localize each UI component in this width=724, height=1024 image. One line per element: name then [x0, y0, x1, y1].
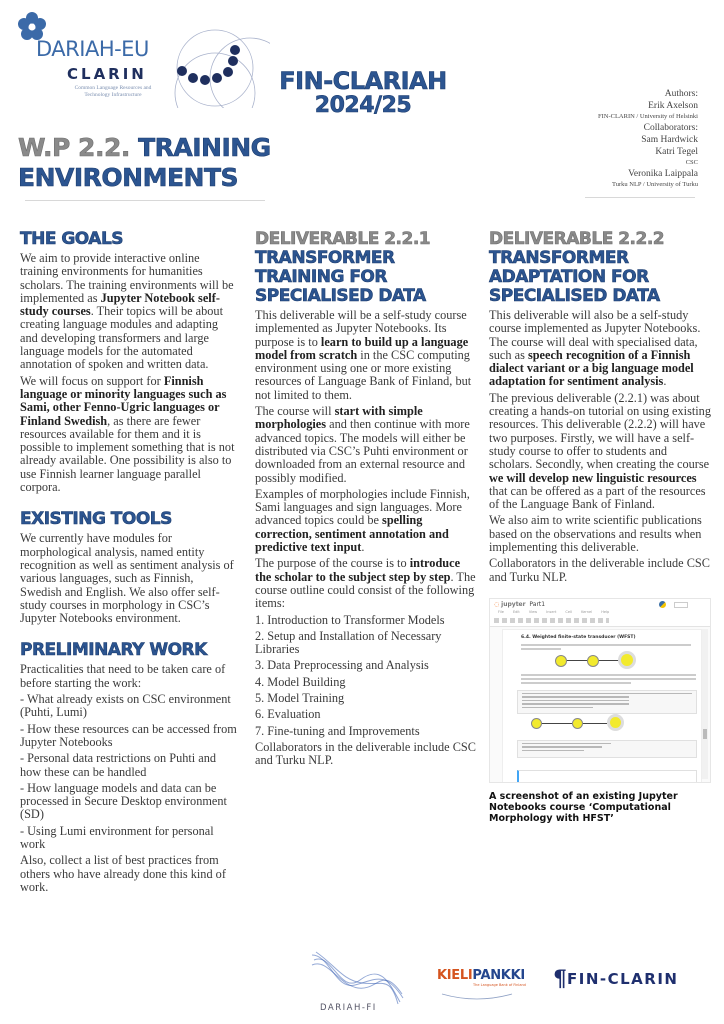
deliverable-title: TRANSFORMER ADAPTATION FOR SPECIALISED DATA: [489, 248, 660, 306]
outline-item: 4. Model Building: [255, 674, 346, 689]
fst-state-node: [531, 718, 542, 729]
outline-item: 3. Data Preprocessing and Analysis: [255, 658, 429, 673]
section-preliminary-work: [20, 641, 238, 894]
deliverable-number: DELIVERABLE 2.2.1: [255, 229, 431, 249]
outline-item: 6. Evaluation: [255, 707, 321, 722]
kielipankki-wordmark: KIELIPANKKI: [437, 968, 525, 983]
paragraph: Practicalities that need to be taken care of before starting the work:: [20, 662, 226, 690]
column-deliverable-221: [255, 230, 477, 771]
paragraph: Collaborators in the deliverable include CSC and Turku NLP.: [489, 556, 710, 584]
jupyter-logo-icon: ◌: [494, 600, 502, 608]
fin-clarin-logo: [553, 966, 678, 992]
outline-item: 7. Fine-tuning and Improvements: [255, 723, 420, 738]
poster-title-year: 2024/25: [314, 93, 412, 118]
dariah-fi-logo: [310, 950, 405, 1020]
paragraph: The previous deliverable (2.2.1) was about creating a hands-on tutorial on using existing resources. This deliverable (2.2.2) will have two purposes. Firstly, we will have a self-study course to offer to students and scholars. Secondly, when creating the course we will develop new linguistic resources that can be offered as a part of the resources of the Language Bank of Finland.: [489, 390, 711, 512]
text-line: [521, 674, 696, 676]
outline-item: 2. Setup and Installation of Necessary Libraries: [255, 628, 442, 657]
fst-state-node: [572, 718, 583, 729]
paragraph: This deliverable will be a self-study course implemented as Jupyter Notebooks. Its purpose is to learn to build up a language model from scratch in the CSC computing environment using one or more existing resources of Language Bank of Finland, but not limited to them.: [255, 308, 472, 402]
collaborator-affiliation: CSC: [685, 159, 698, 166]
fst-edge: [599, 660, 619, 661]
paragraph: This deliverable will also be a self-study course implemented as Jupyter Notebooks. The course will deal with specialised data, such as speech recognition of a Finnish dialect variant or a big language model adaptation for sentiment analysis.: [489, 308, 701, 389]
paragraph: We currently have modules for morphological analysis, named entity recognition as well as sentiment analysis of various languages, such as Finnish, Swedish and English. We also offer self-study courses in morphology in CSC’s Jupyter Notebooks environment.: [20, 531, 234, 626]
paragraph: The course will start with simple morphologies and then continue with more advanced topics. The models will either be distributed via CSC’s Puhti environment or downloaded from an external resource and possibly modified.: [255, 404, 470, 485]
fst-edge: [567, 660, 587, 661]
collaborator-name: Katri Tegel: [655, 147, 698, 157]
header-divider-right: [585, 197, 695, 198]
collaborator-name: Sam Hardwick: [641, 135, 698, 145]
paragraph: We will focus on support for Finnish language or minority languages such as Sami, other Fenno-Ugric languages or Finland Swedish, as there are fewer resources available for them and it is possible to implement something that is not already available. One possibility is also to use Finnish learner language parallel corpora.: [20, 373, 235, 495]
authors-block: [598, 88, 698, 190]
clarin-wordmark: CLARIN: [67, 65, 147, 83]
text-line: [521, 682, 631, 684]
wp-title-line1: TRAINING: [138, 133, 271, 162]
kielipankki-logo: [437, 968, 526, 1006]
fin-clarin-symbol-icon: ¶: [553, 966, 567, 992]
list-item: - How these resources can be accessed from Jupyter Notebooks: [20, 721, 237, 749]
jupyter-topbar: [490, 599, 710, 627]
dariah-fi-wave-icon: [310, 950, 405, 1005]
paragraph: We also aim to write scientific publications based on the observations and results when implementing this deliverable.: [489, 513, 702, 555]
speech-bubble-icon: [437, 992, 517, 1002]
dariah-fi-wordmark: DARIAH-FI: [320, 1003, 377, 1013]
outline-item: 1. Introduction to Transformer Models: [255, 612, 445, 627]
author-name: Erik Axelson: [648, 101, 698, 111]
paragraph: The purpose of the course is to introduce the scholar to the subject step by step. The course outline could consist of the following items:: [255, 556, 476, 611]
code-cell: [517, 690, 697, 714]
paragraph: Examples of morphologies include Finnish, Sami languages and sign languages. More advanced topics could be spelling correction, sentiment annotation and predictive text input.: [255, 486, 470, 555]
author-affiliation: FIN-CLARIN / University of Helsinki: [597, 113, 698, 120]
paragraph: Collaborators in the deliverable include CSC and Turku NLP.: [255, 739, 476, 768]
fst-final-state-node: [607, 714, 624, 731]
collaborator-name: Veronika Laippala: [628, 169, 698, 179]
jupyter-menu: File Edit View Insert Cell Kernel Help: [498, 609, 610, 614]
clarin-subtitle-line2: Technology Infrastructure: [84, 91, 142, 98]
work-package-title: [18, 133, 271, 193]
text-line: [521, 678, 696, 680]
clarin-subtitle-line1: Common Language Resources and: [74, 85, 152, 91]
text-line: [521, 644, 691, 646]
fin-clarin-wordmark: FIN-CLARIN: [567, 970, 679, 988]
kielipankki-subtitle: The Language Bank of Finland: [473, 983, 526, 987]
notebook-section-heading: 6.4. Weighted finite-state transducer (WFST): [521, 634, 636, 640]
dariah-eu-wordmark: DARIAH-EU: [36, 37, 149, 61]
authors-label: Authors:: [664, 89, 698, 99]
paragraph: We aim to provide interactive online training environments for humanities scholars. The training environments will be implemented as Jupyter Notebook self-study courses. Their topics will be about creating language modules and adapting and developing transformers and large language models for the automated annotation of spoken and written data.: [20, 251, 234, 372]
fst-edge: [583, 723, 607, 724]
active-cell: [517, 770, 697, 783]
list-item: - Using Lumi environment for personal work: [20, 823, 214, 851]
wp-number: W.P 2.2.: [18, 133, 130, 162]
poster-title-main: FIN-CLARIAH: [279, 67, 447, 95]
collaborator-affiliation: Turku NLP / University of Turku: [611, 181, 698, 188]
scrollbar: [702, 629, 708, 779]
fst-final-state-node: [618, 651, 636, 669]
header-divider-left: [25, 200, 265, 201]
fst-state-node: [555, 655, 567, 667]
screenshot-caption: A screenshot of an existing Jupyter Notebooks course ‘Computational Morphology with HFST’: [489, 790, 678, 824]
section-heading: THE GOALS: [20, 229, 124, 249]
jupyter-notebook-screenshot: [489, 598, 711, 783]
section-heading: PRELIMINARY WORK: [20, 640, 207, 661]
section-existing-tools: [20, 510, 238, 625]
wp-title-line2: ENVIRONMENTS: [18, 163, 239, 192]
deliverable-number: DELIVERABLE 2.2.2: [489, 229, 665, 249]
code-cell: [517, 740, 697, 758]
deliverable-title: TRANSFORMER TRAINING FOR SPECIALISED DATA: [255, 248, 426, 306]
notebook-page: [502, 629, 702, 783]
outline-item: 5. Model Training: [255, 691, 345, 706]
text-line: [521, 648, 561, 650]
jupyter-logo: ◌ jupyter Part1: [494, 600, 546, 608]
list-item: - How language models and data can be processed in Secure Desktop environment (SD): [20, 780, 227, 822]
poster-title: [268, 68, 458, 118]
collaborators-label: Collaborators:: [643, 123, 698, 133]
section-goals: [20, 230, 238, 494]
list-item: - Personal data restrictions on Puhti and how these can be handled: [20, 751, 217, 779]
jupyter-toolbar: [494, 618, 609, 623]
python-icon: [659, 601, 666, 608]
paragraph: Also, collect a list of best practices from others who have already done this kind of work.: [20, 853, 226, 894]
logout-button: [674, 602, 688, 608]
fst-state-node: [587, 655, 599, 667]
clarin-subtitle: [58, 85, 168, 98]
section-heading: EXISTING TOOLS: [20, 509, 172, 530]
dariah-clarin-logo: [10, 8, 270, 108]
list-item: - What already exists on CSC environment (Puhti, Lumi): [20, 692, 231, 720]
column-goals: [20, 230, 238, 910]
column-deliverable-222: [489, 230, 711, 824]
fst-edge: [542, 723, 572, 724]
